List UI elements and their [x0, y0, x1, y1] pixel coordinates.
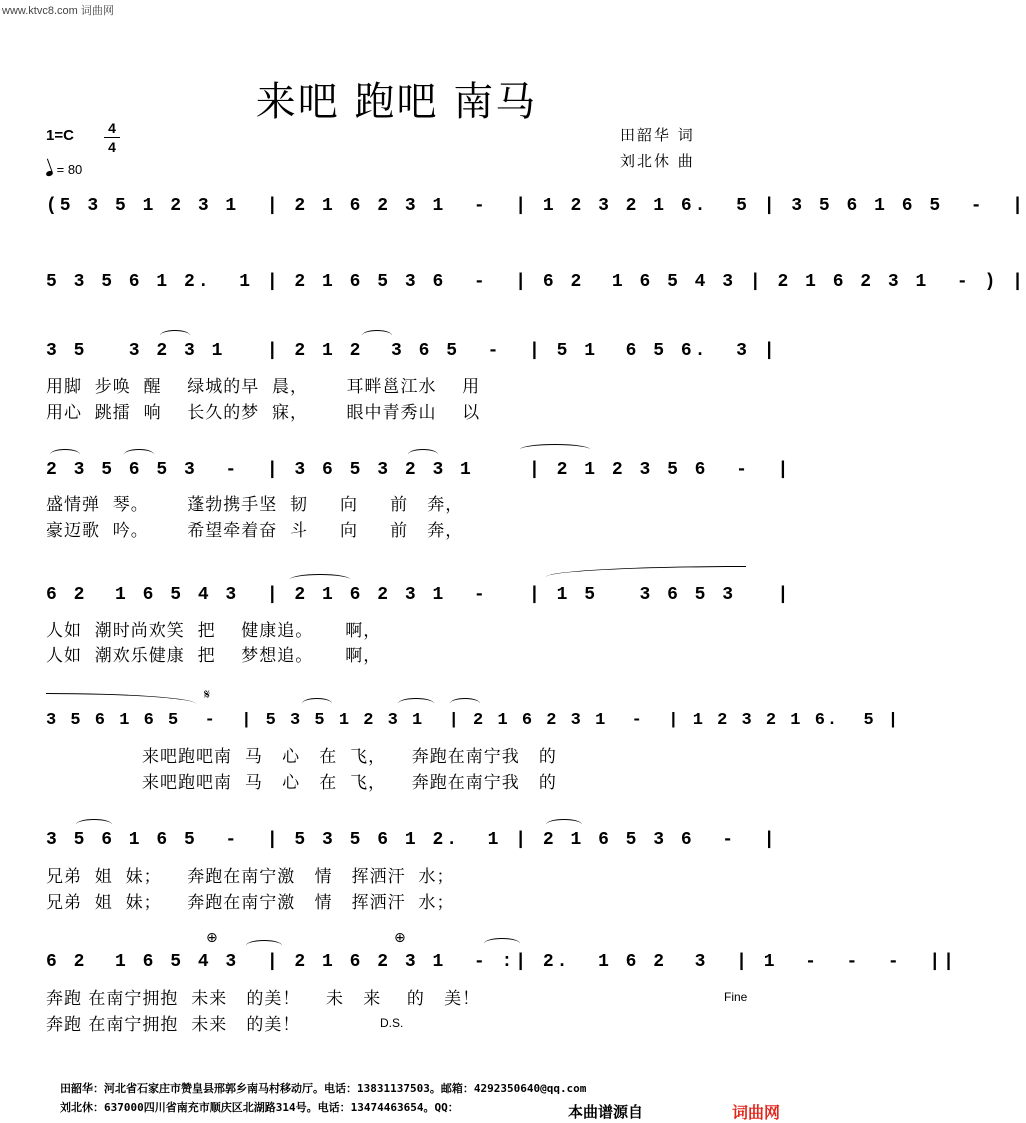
- slur: [398, 698, 434, 709]
- time-sig-top: 4: [108, 120, 116, 136]
- composer-credit: 刘北休 曲: [620, 152, 695, 170]
- ds-mark: D.S.: [380, 1016, 404, 1030]
- slur: [520, 444, 590, 455]
- composer-contact: 刘北休：637000四川省南充市顺庆区北湖路314号。电话：13474463654。QQ：: [60, 1101, 459, 1114]
- lyric-verse-2: 人如 潮欢乐健康 把 梦想追。 啊，: [46, 646, 382, 666]
- tempo-marking: [46, 162, 82, 177]
- site-logo: 词曲网: [732, 1103, 781, 1122]
- source-label: 本曲谱源自: [568, 1103, 644, 1121]
- slur: [362, 330, 392, 341]
- slur: [450, 698, 480, 709]
- slur: [302, 698, 332, 709]
- staff-line-4: 2 3 5 6 5 3 - | 3 6 5 3 2 3 1 | 2 1 2 3 5 6 - |: [46, 460, 792, 480]
- lyric-verse-1: 人如 潮时尚欢笑 把 健康追。 啊，: [46, 621, 382, 641]
- lyric-verse-1: 用脚 步唤 醒 绿城的早 晨， 耳畔邕江水 用: [46, 377, 481, 397]
- slur: [408, 449, 438, 460]
- staff-line-6: 3 5 6 1 6 5 - | 5 3 5 1 2 3 1 | 2 1 6 2 3 1 - | 1 2 3 2 1 6. 5 |: [46, 711, 901, 730]
- staff-line-5: 6 2 1 6 5 4 3 | 2 1 6 2 3 1 - | 1 5 3 6 5 3 |: [46, 585, 792, 605]
- coda-mark: ⊕: [394, 930, 406, 946]
- lyric-verse-1: 盛情弹 琴。 蓬勃携手坚 韧 向 前 奔，: [46, 495, 464, 515]
- staff-line-8: 6 2 1 6 5 4 3 | 2 1 6 2 3 1 - :| 2. 1 6 2 3 | 1 - - - ||: [46, 952, 957, 972]
- slur: [484, 938, 520, 949]
- slur: [546, 566, 746, 577]
- key-signature: 1=C: [46, 127, 74, 144]
- slur: [46, 693, 196, 704]
- staff-line-2: 5 3 5 6 1 2. 1 | 2 1 6 5 3 6 - | 6 2 1 6 5 4 3 | 2 1 6 2 3 1 - ) |: [46, 272, 1026, 292]
- lyric-verse-2: 来吧跑吧南 马 心 在 飞， 奔跑在南宁我 的: [46, 773, 557, 793]
- staff-line-7: 3 5 6 1 6 5 - | 5 3 5 6 1 2. 1 | 2 1 6 5 3 6 - |: [46, 830, 778, 850]
- time-signature: [104, 120, 120, 155]
- coda-mark: ⊕: [206, 930, 218, 946]
- lyricist-credit: 田韶华 词: [620, 126, 695, 144]
- song-title: 来吧 跑吧 南马: [255, 79, 538, 125]
- slur: [246, 940, 282, 951]
- lyricist-contact: 田韶华：河北省石家庄市赞皇县邢郭乡南马村移动厅。电话：13831137503。邮箱：4292350640@qq.com: [60, 1082, 587, 1095]
- segno-mark: 𝄋: [204, 687, 211, 703]
- tempo-value: = 80: [56, 162, 83, 177]
- watermark: www.ktvc8.com 词曲网: [2, 5, 114, 17]
- slur: [76, 819, 112, 830]
- staff-line-3: 3 5 3 2 3 1 | 2 1 2 3 6 5 - | 5 1 6 5 6. 3 |: [46, 341, 778, 361]
- slur: [160, 330, 190, 341]
- quarter-note-icon: [45, 170, 53, 177]
- slur: [124, 449, 154, 460]
- lyric-verse-1: 兄弟 姐 妹； 奔跑在南宁激 情 挥洒汗 水；: [46, 867, 455, 887]
- lyric-verse-1: 来吧跑吧南 马 心 在 飞， 奔跑在南宁我 的: [46, 747, 557, 767]
- slur: [290, 574, 350, 585]
- slur: [50, 449, 80, 460]
- lyric-verse-2: 奔跑 在南宁拥抱 未来 的美！: [46, 1015, 301, 1035]
- lyric-verse-2: 兄弟 姐 妹； 奔跑在南宁激 情 挥洒汗 水；: [46, 893, 455, 913]
- fine-mark: Fine: [724, 990, 748, 1004]
- time-sig-bottom: 4: [108, 139, 116, 155]
- lyric-verse-2: 豪迈歌 吟。 希望牵着奋 斗 向 前 奔，: [46, 521, 464, 541]
- slur: [546, 819, 582, 830]
- time-sig-divider: [104, 137, 120, 138]
- lyric-verse-2: 用心 跳擂 响 长久的梦 寐， 眼中青秀山 以: [46, 403, 481, 423]
- lyric-verse-1: 奔跑 在南宁拥抱 未来 的美！ 未 来 的 美！: [46, 989, 481, 1009]
- staff-line-1: (5 3 5 1 2 3 1 | 2 1 6 2 3 1 - | 1 2 3 2 1 6. 5 | 3 5 6 1 6 5 - |: [46, 196, 1026, 216]
